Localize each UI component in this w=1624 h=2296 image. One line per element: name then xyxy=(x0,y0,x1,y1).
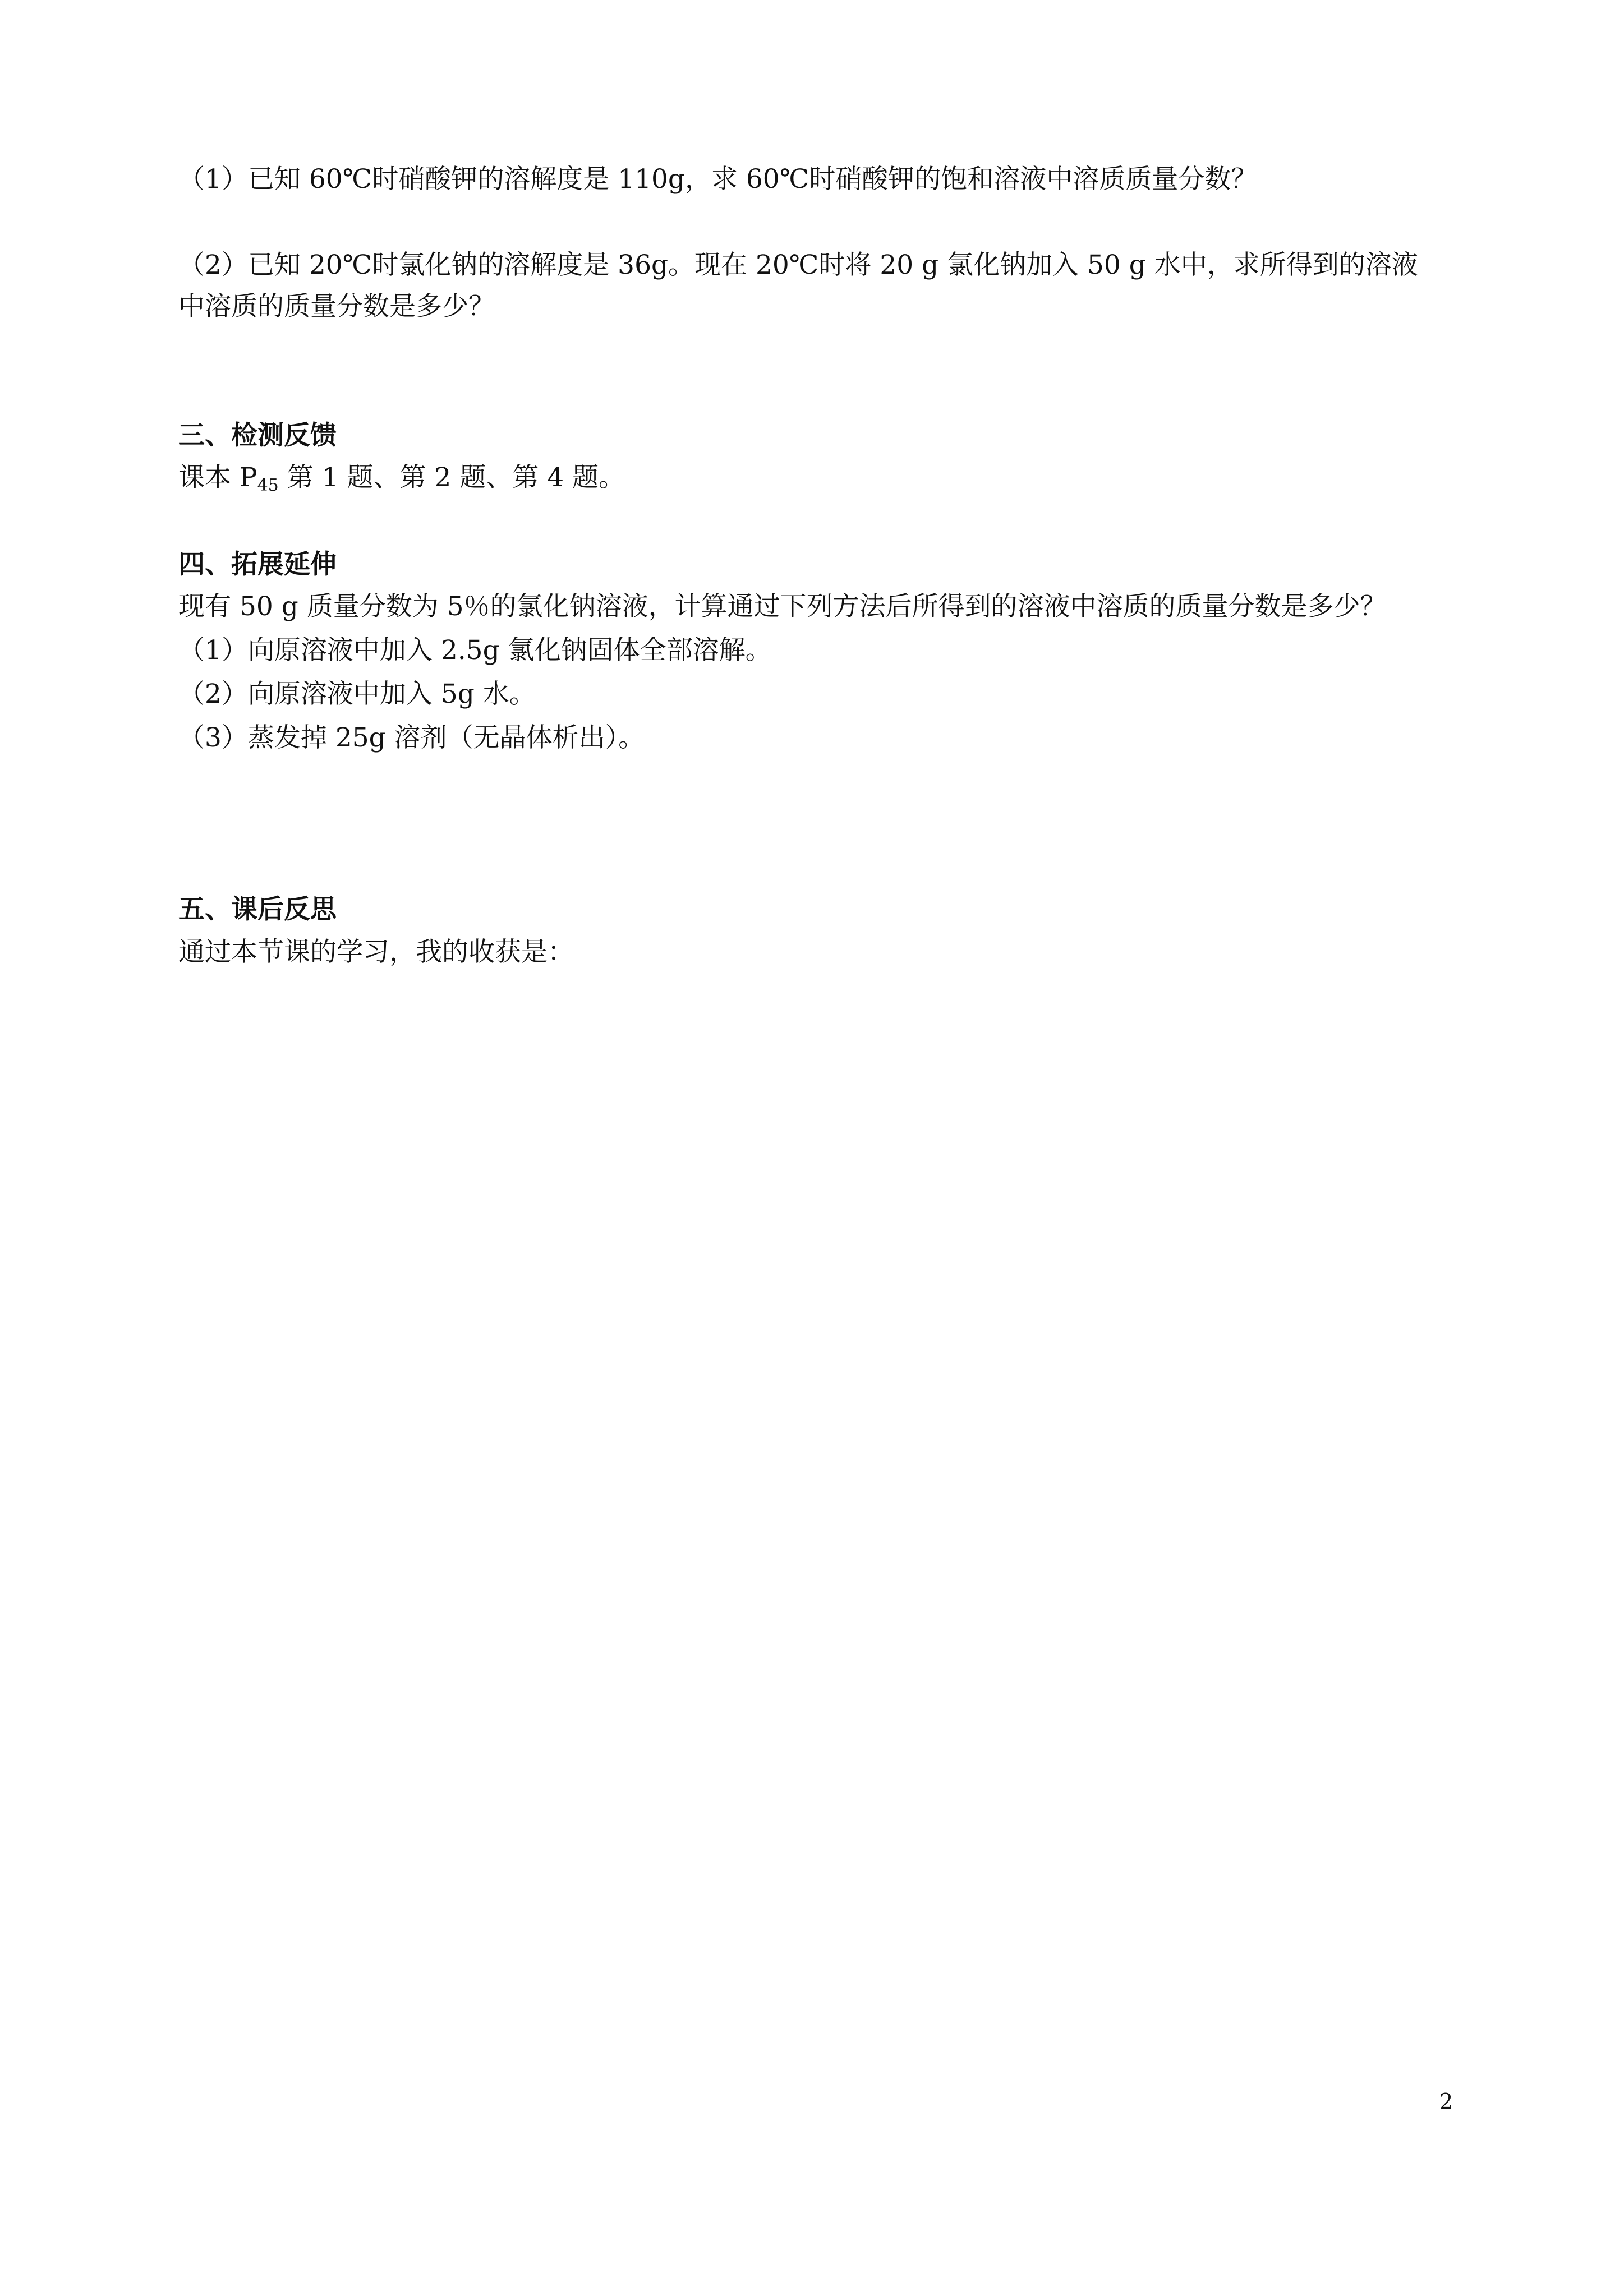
section-4-item-3: （3）蒸发掉 25g 溶剂（无晶体析出）。 xyxy=(178,722,645,753)
question-2-line-2: 中溶质的质量分数是多少？ xyxy=(178,291,495,322)
section-3-text xyxy=(178,454,1480,501)
question-2-line-1: （2）已知 20℃时氯化钠的溶解度是 36g。现在 20℃时将 20 g 氯化钠加入 50 g 水中，求所得到的溶液 xyxy=(178,250,1418,280)
section-3-heading: 三、检测反馈 xyxy=(178,420,337,451)
section-4-intro: 现有 50 g 质量分数为 5％的氯化钠溶液，计算通过下列方法后所得到的溶液中溶质的质量分数是多少？ xyxy=(178,591,1387,622)
section-5-heading: 五、课后反思 xyxy=(178,894,337,925)
question-1: （1）已知 60℃时硝酸钾的溶解度是 110g，求 60℃时硝酸钾的饱和溶液中溶质质量分数？ xyxy=(178,164,1258,195)
section-4-heading: 四、拓展延伸 xyxy=(178,549,337,580)
page-subscript: 45 xyxy=(257,476,279,495)
section-3-text-prefix: 课本 P xyxy=(178,462,257,493)
page-number: 2 xyxy=(1439,2089,1453,2114)
section-4-item-1: （1）向原溶液中加入 2.5g 氯化钠固体全部溶解。 xyxy=(178,635,772,666)
section-5-prompt: 通过本节课的学习，我的收获是： xyxy=(178,937,574,967)
section-3-text-suffix: 第 1 题、第 2 题、第 4 题。 xyxy=(278,462,625,493)
section-4-item-2: （2）向原溶液中加入 5g 水。 xyxy=(178,679,536,709)
